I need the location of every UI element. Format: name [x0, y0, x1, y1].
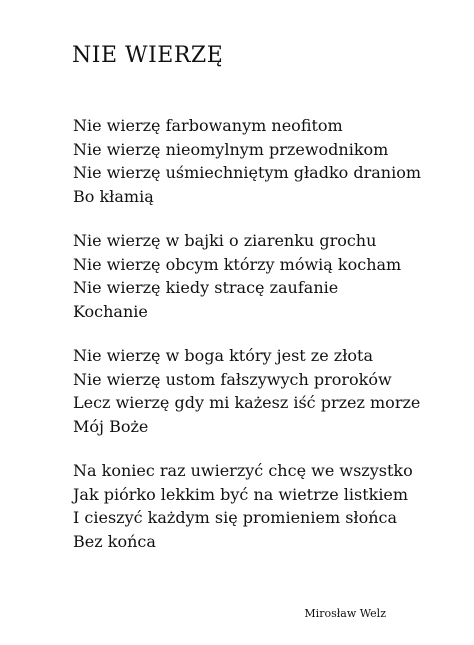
- poem-line: Jak piórko lekkim być na wietrze listkiem: [73, 484, 409, 504]
- poem-line: Nie wierzę kiedy stracę zaufanie: [73, 278, 339, 297]
- poem-line: Nie wierzę obcym którzy mówią kocham: [73, 254, 402, 274]
- poem-line: Bez końca: [73, 531, 156, 551]
- poem-line: Kochanie: [73, 301, 148, 321]
- poem-line: Bo kłamią: [73, 186, 154, 206]
- poem-line: Mój Boże: [73, 416, 149, 436]
- poem-line: Nie wierzę farbowanym neofitom: [73, 116, 343, 135]
- stanza-1: [73, 114, 421, 208]
- stanza-3: [73, 344, 420, 438]
- stanza-2: [73, 229, 401, 323]
- poem-line: Nie wierzę nieomylnym przewodnikom: [73, 139, 389, 159]
- poem-line: Lecz wierzę gdy mi każesz iść przez morze: [73, 393, 421, 412]
- poem-line: Nie wierzę uśmiechniętym gładko draniom: [73, 163, 422, 182]
- stanza-4: [73, 459, 413, 553]
- poem-line: Na koniec raz uwierzyć chcę we wszystko: [73, 461, 413, 480]
- author-signature: Mirosław Welz: [304, 607, 386, 620]
- poem-line: I cieszyć każdym się promieniem słońca: [73, 508, 398, 527]
- poem-line: Nie wierzę ustom fałszywych proroków: [73, 369, 392, 389]
- poem-line: Nie wierzę w boga który jest ze złota: [73, 346, 373, 365]
- poem-line: Nie wierzę w bajki o ziarenku grochu: [73, 231, 377, 250]
- poem-title: NIE WIERZĘ: [72, 43, 224, 68]
